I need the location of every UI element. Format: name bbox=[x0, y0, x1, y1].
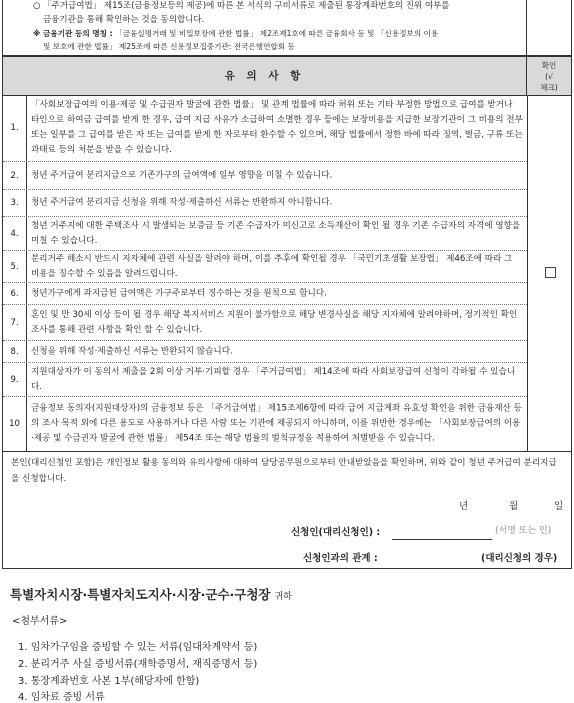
notice-item bbox=[3, 363, 527, 397]
date-month-label: 월 bbox=[509, 501, 519, 512]
attachment-item: 2. 분리거주 사실 증빙서류(재학증명서, 재직증명서 등) bbox=[18, 659, 258, 670]
relation-label: 신청인과의 관계 : bbox=[303, 553, 378, 564]
notice-item-text: 청년 주거급여 분리지급으로 기존가구의 급여액에 일부 영향을 미칠 수 있습니다. bbox=[31, 170, 333, 180]
notice-table bbox=[2, 56, 572, 452]
notice-item-text: 청년 주거급여 분리지급 신청을 위해 작성·제출하신 서류는 반환하지 아니합니다. bbox=[31, 197, 333, 208]
notice-item-number: 4. bbox=[3, 217, 27, 250]
financial-institution-label: ※ 금융기관 등의 명칭 : bbox=[33, 29, 113, 38]
notice-item-number: 9. bbox=[3, 363, 27, 396]
consent-line-3 bbox=[33, 28, 438, 40]
notice-item bbox=[3, 305, 527, 341]
notice-title: 유 의 사 항 bbox=[3, 57, 527, 95]
attachment-item: 1. 임차가구임을 증빙할 수 있는 서류(임대차계약서 등) bbox=[18, 642, 258, 653]
attachment-item: 3. 통장계좌번호 사본 1부(해당자에 한함) bbox=[18, 676, 200, 687]
recipient bbox=[10, 585, 292, 603]
notice-confirm-checkbox[interactable] bbox=[545, 267, 556, 278]
recipient-suffix: 귀하 bbox=[274, 592, 292, 602]
notice-item-number: 6. bbox=[3, 283, 27, 304]
notice-table-header bbox=[3, 57, 571, 96]
notice-item-text: 청년가구에게 과지급된 급여액은 가구주로부터 징수하는 것을 원칙으로 합니다. bbox=[31, 288, 327, 298]
notice-item-number: 8. bbox=[3, 341, 27, 362]
notice-item-text: 「사회보장급여의 이용·제공 및 수급권자 발굴에 관한 법률」 및 관계 법률에 따라 허위 또는 기타 부정한 방법으로 급여를 받거나 타인으로 하여금 급여를 받게 한 경우, 급여 지급 사유가 소급하여 소멸한 경우 등에는 보장비용을 지급한 보장기관이 그 비용의 전부 또는 일부를 그 급여를 받은 자 또는 급여를 받게 한 자로부터 환수할 수 있으며, 해당 법률에서 정한 바에 따라 징역, 벌금, 구류 또는 과태료 등의 처분을 받을 수 있습니다. bbox=[31, 100, 523, 155]
check-column bbox=[527, 95, 571, 451]
date-day-label: 일 bbox=[554, 501, 564, 512]
notice-item-number: 10 bbox=[3, 397, 27, 451]
notice-item bbox=[3, 251, 527, 283]
relation-note: (대리신청의 경우) bbox=[481, 553, 558, 564]
consent-section bbox=[2, 0, 572, 56]
applicant-signature-field[interactable] bbox=[392, 527, 492, 540]
notice-item-text: 신청을 위해 작성·제출하신 서류는 반환되지 않습니다. bbox=[31, 346, 233, 356]
notice-item bbox=[3, 190, 527, 217]
check-header-line: 확인 bbox=[541, 61, 557, 70]
notice-item bbox=[3, 217, 527, 251]
notice-item bbox=[3, 162, 527, 190]
notice-item-text: 지원대상자가 이 동의서 제출을 2회 이상 거부·기피할 경우 「주거급여법」 제14조에 따라 사회보장급여 신청이 각하될 수 있습니다. bbox=[31, 366, 516, 392]
notice-item-number: 7. bbox=[3, 305, 27, 340]
declaration-text: 본인(대리신청인 포함)은 개인정보 활용 동의와 유의사항에 대하여 담당공무원으로부터 안내받았음을 확인하며, 위와 같이 청년 주거급여 분리지급을 신청합니다. bbox=[11, 458, 557, 484]
notice-item-text: 혼인 및 만 30세 이상 등이 될 경우 해당 복지서비스 지원이 불가함으로 해당 변경사실을 해당 지자체에 알려야하며, 정기적인 확인조사를 통해 관련 사항을 확인 할 수 있습니다. bbox=[31, 309, 518, 335]
notice-item-number: 5. bbox=[3, 251, 27, 282]
notice-item-text: 금융정보 동의자(지원대상자)의 금융정보 등은 「주거급여법」 제15조제6항에 따라 급여 지급계좌 유효성 확인을 위한 금융재산 등의 조사 목적 외에 다른 용도로 사용하거나 다른 사람 또는 기관에 제공되지 아니하며, 이를 위반한 경우에는 「사회보장급여의 이용·제공 및 수급권자 발굴에 관한 법률」 제54조 또는 해당 법률의 벌칙규정을 적용하여 처벌받을 수 있습니다. bbox=[31, 403, 522, 444]
notice-item-number: 3. bbox=[3, 190, 27, 216]
notice-item bbox=[3, 95, 527, 162]
notice-item bbox=[3, 341, 527, 363]
notice-item-number: 2. bbox=[3, 162, 27, 189]
recipient-name: 특별자치시장·특별자치도지사·시장·군수·구청장 bbox=[10, 587, 271, 602]
consent-text-cell bbox=[3, 0, 527, 55]
notice-item-number: 1. bbox=[3, 95, 27, 161]
declaration-section bbox=[2, 452, 572, 569]
date-year-label: 년 bbox=[459, 501, 469, 512]
notice-item bbox=[3, 397, 527, 451]
notice-item-text: 분리거주 해소시 반드시 지자체에 관련 사실을 알려야 하며, 이를 추후에 확인될 경우 「국민기초생활 보장법」 제46조에 따라 그 비용을 징수할 수 있음을 알려드립니다. bbox=[31, 253, 513, 279]
signature-hint: (서명 또는 인) bbox=[495, 526, 552, 536]
notice-item bbox=[3, 283, 527, 305]
consent-line-4: 및 보호에 관한 법률」 제25조에 따른 신용정보집중기관: 전국은행연합회 등 bbox=[43, 42, 295, 51]
attachments-title: <첨부서류> bbox=[12, 616, 68, 627]
consent-line-2: 금융기관을 통해 확인하는 것을 동의합니다. bbox=[43, 15, 205, 25]
check-header-line: (√ bbox=[545, 72, 553, 81]
consent-line-1: ○ 「주거급여법」 제15조(금융정보등의 제공)에 따른 본 서식의 구비서류로 제출된 통장계좌번호의 진위 여부를 bbox=[33, 1, 450, 11]
check-header-line: 체크) bbox=[540, 83, 558, 92]
financial-institution-definition: 「금융실명거래 및 비밀보장에 관한 법률」 제2조제1호에 따른 금융회사 등 및 「신용정보의 이용 bbox=[115, 29, 439, 38]
attachment-item: 4. 임차료 증빙 서류 bbox=[18, 692, 105, 703]
applicant-label: 신청인(대리신청인) : bbox=[291, 527, 381, 538]
notice-item-text: 청년 거주지에 대한 주택조사 시 발생되는 보증금 등 기존 수급자가 미신고로 소득재산이 확인 될 경우 기존 수급자의 자격에 영향을 미칠 수 있습니다. bbox=[31, 220, 521, 246]
check-column-header bbox=[527, 57, 571, 95]
